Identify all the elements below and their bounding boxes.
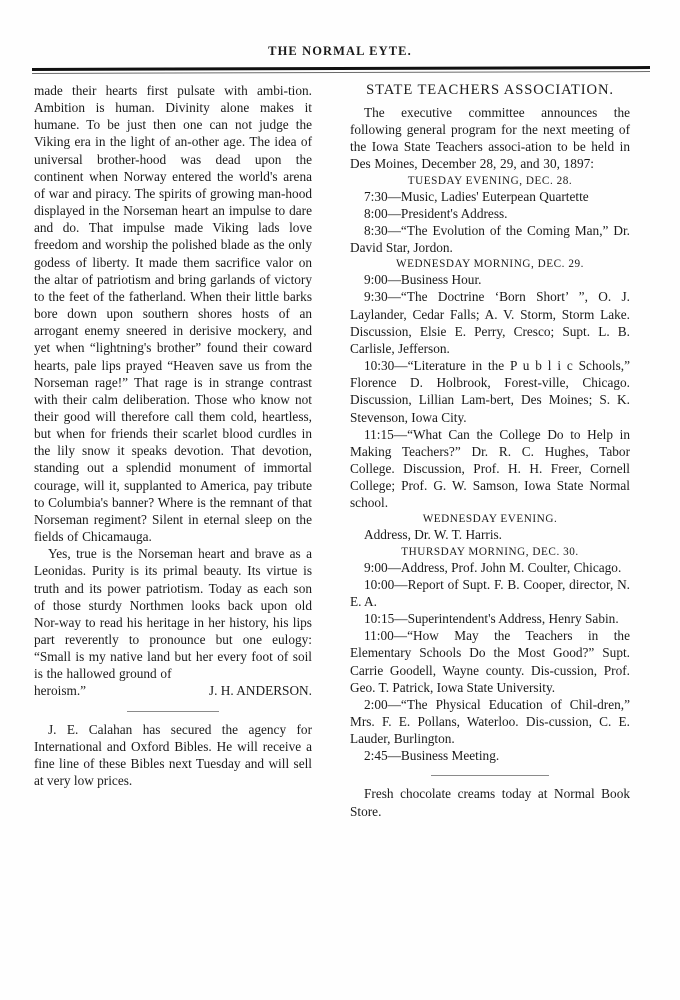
section-divider xyxy=(127,711,219,712)
program-item: 11:00—“How May the Teachers in the Elementary Schools Do the Most Good?” Supt. Carrie Goodell, Wayne county. Dis-cussion, Prof. Geo. T. Patrick, Iowa State University. xyxy=(350,628,630,695)
session-heading: TUESDAY EVENING, DEC. 28. xyxy=(407,174,573,187)
program-item: 8:30—“The Evolution of the Coming Man,” Dr. David Star, Jordon. xyxy=(350,222,630,256)
session-heading: WEDNESDAY EVENING. xyxy=(422,513,558,526)
article-paragraph: Yes, true is the Norseman heart and brave as a Leonidas. Purity is its primal beauty. Its virtue is truth and its power patriotism. Today as each son of those sturdy Northmen looks back upon old Nor-way to read his heritage in her history, his lips part reverently to pronounce but one eulogy: “Small is my native land but her every foot of soil is the hallowed ground of xyxy=(34,546,312,682)
session-heading: WEDNESDAY MORNING, DEC. 29. xyxy=(395,258,585,271)
left-column-notice: J. E. Calahan has secured the agency for International and Oxford Bibles. He will receive a fine line of these Bibles next Tuesday and will sell at very low prices. xyxy=(34,721,312,789)
page-title: THE NORMAL EYTE. xyxy=(268,44,412,58)
right-column xyxy=(340,82,630,820)
program-item: 8:00—President's Address. xyxy=(364,205,508,221)
right-column-notice: Fresh chocolate creams today at Normal Book Store. xyxy=(350,786,630,819)
left-column xyxy=(34,82,324,820)
program-item: 10:00—Report of Supt. F. B. Cooper, director, N. E. A. xyxy=(350,576,630,609)
section-intro-paragraph: The executive committee announces the following general program for the next meeting of the Iowa State Teachers associ-ation to be held in Des Moines, December 28, 29, and 30, 1897: xyxy=(350,105,630,172)
program-item: 2:45—Business Meeting. xyxy=(364,748,500,764)
program-item: 7:30—Music, Ladies' Euterpean Quartette xyxy=(364,188,589,204)
article-paragraph: made their hearts first pulsate with ambi-tion. Ambition is human. Divinity alone makes it humane. To be just then one can not judge the Viking era in the light of an-other age. The idea of universal brother-hood was dead upon the continent when Norway entered the world's arena of war and piracy. The spirits of growing man-hood displayed in the Norseman heart an impulse to dare and do. That impulse made Viking lads love freedom and worship the polished blade as the only godess of liberty. It made them sacrifice valor on the altar of patriotism and bring garlands of victory to the feet of the fatherland. When their little barks bore down upon southern shores hosts of an arrogant enemy sneered in derisive mockery, and yet when “lightning's brother” found their coward hearts, pale lips prayed “Heaven save us from the Norseman rage!” That rage is in strange contrast with their calm deliberation. Those who know not their good will therefore call them cold, heartless, but when for friends their scarlet blood curdles in the lily snow it speaks devotion. That devotion, standing out a splendid monument of immortal courage, will it, supplanted to America, pay tribute to Columbia's banner? Where is the remnant of that Norseman regiment? Silent in eternal sleep on the fields of Chicamauga. xyxy=(34,83,312,545)
program-item: 10:15—Superintendent's Address, Henry Sabin. xyxy=(364,611,619,627)
author-signature: J. H. ANDERSON. xyxy=(208,683,312,699)
program-item: Address, Dr. W. T. Harris. xyxy=(364,527,503,543)
program-item: 11:15—“What Can the College Do to Help in Making Teachers?” Dr. R. C. Hughes, Tabor College. Discussion, Prof. H. H. Freer, Cornell College; Prof. G. W. Samson, Iowa State Normal school. xyxy=(350,426,630,511)
two-column-layout xyxy=(0,82,680,820)
column-gutter xyxy=(324,82,340,820)
section-divider xyxy=(431,775,549,776)
header-divider-rule xyxy=(32,66,650,71)
program-item: 9:30—“The Doctrine ‘Born Short’ ”, O. J. Laylander, Cedar Falls; A. V. Storm, Storm Lake. Discussion, Elsie E. Perry, Cresco; Supt. L. B. Carlisle, Jefferson. xyxy=(350,289,630,356)
program-item: 2:00—“The Physical Education of Chil-dren,” Mrs. F. E. Pollans, Waterloo. Dis-cussion, C. E. Lauder, Burlington. xyxy=(350,696,630,747)
article-last-line: heroism.” xyxy=(34,683,87,699)
program-item: 9:00—Address, Prof. John M. Coulter, Chicago. xyxy=(364,559,622,575)
session-heading: THURSDAY MORNING, DEC. 30. xyxy=(401,545,579,558)
program-item: 10:30—“Literature in the P u b l i c Schools,” Florence D. Holbrook, Forest-ville, Chicago. Discussion, Lillian Lam-bert, Des Moines; S. K. Stevenson, Iowa City. xyxy=(350,358,630,425)
program-item: 9:00—Business Hour. xyxy=(364,272,482,288)
section-heading: STATE TEACHERS ASSOCIATION. xyxy=(366,82,614,98)
article-signature-line xyxy=(34,682,312,699)
